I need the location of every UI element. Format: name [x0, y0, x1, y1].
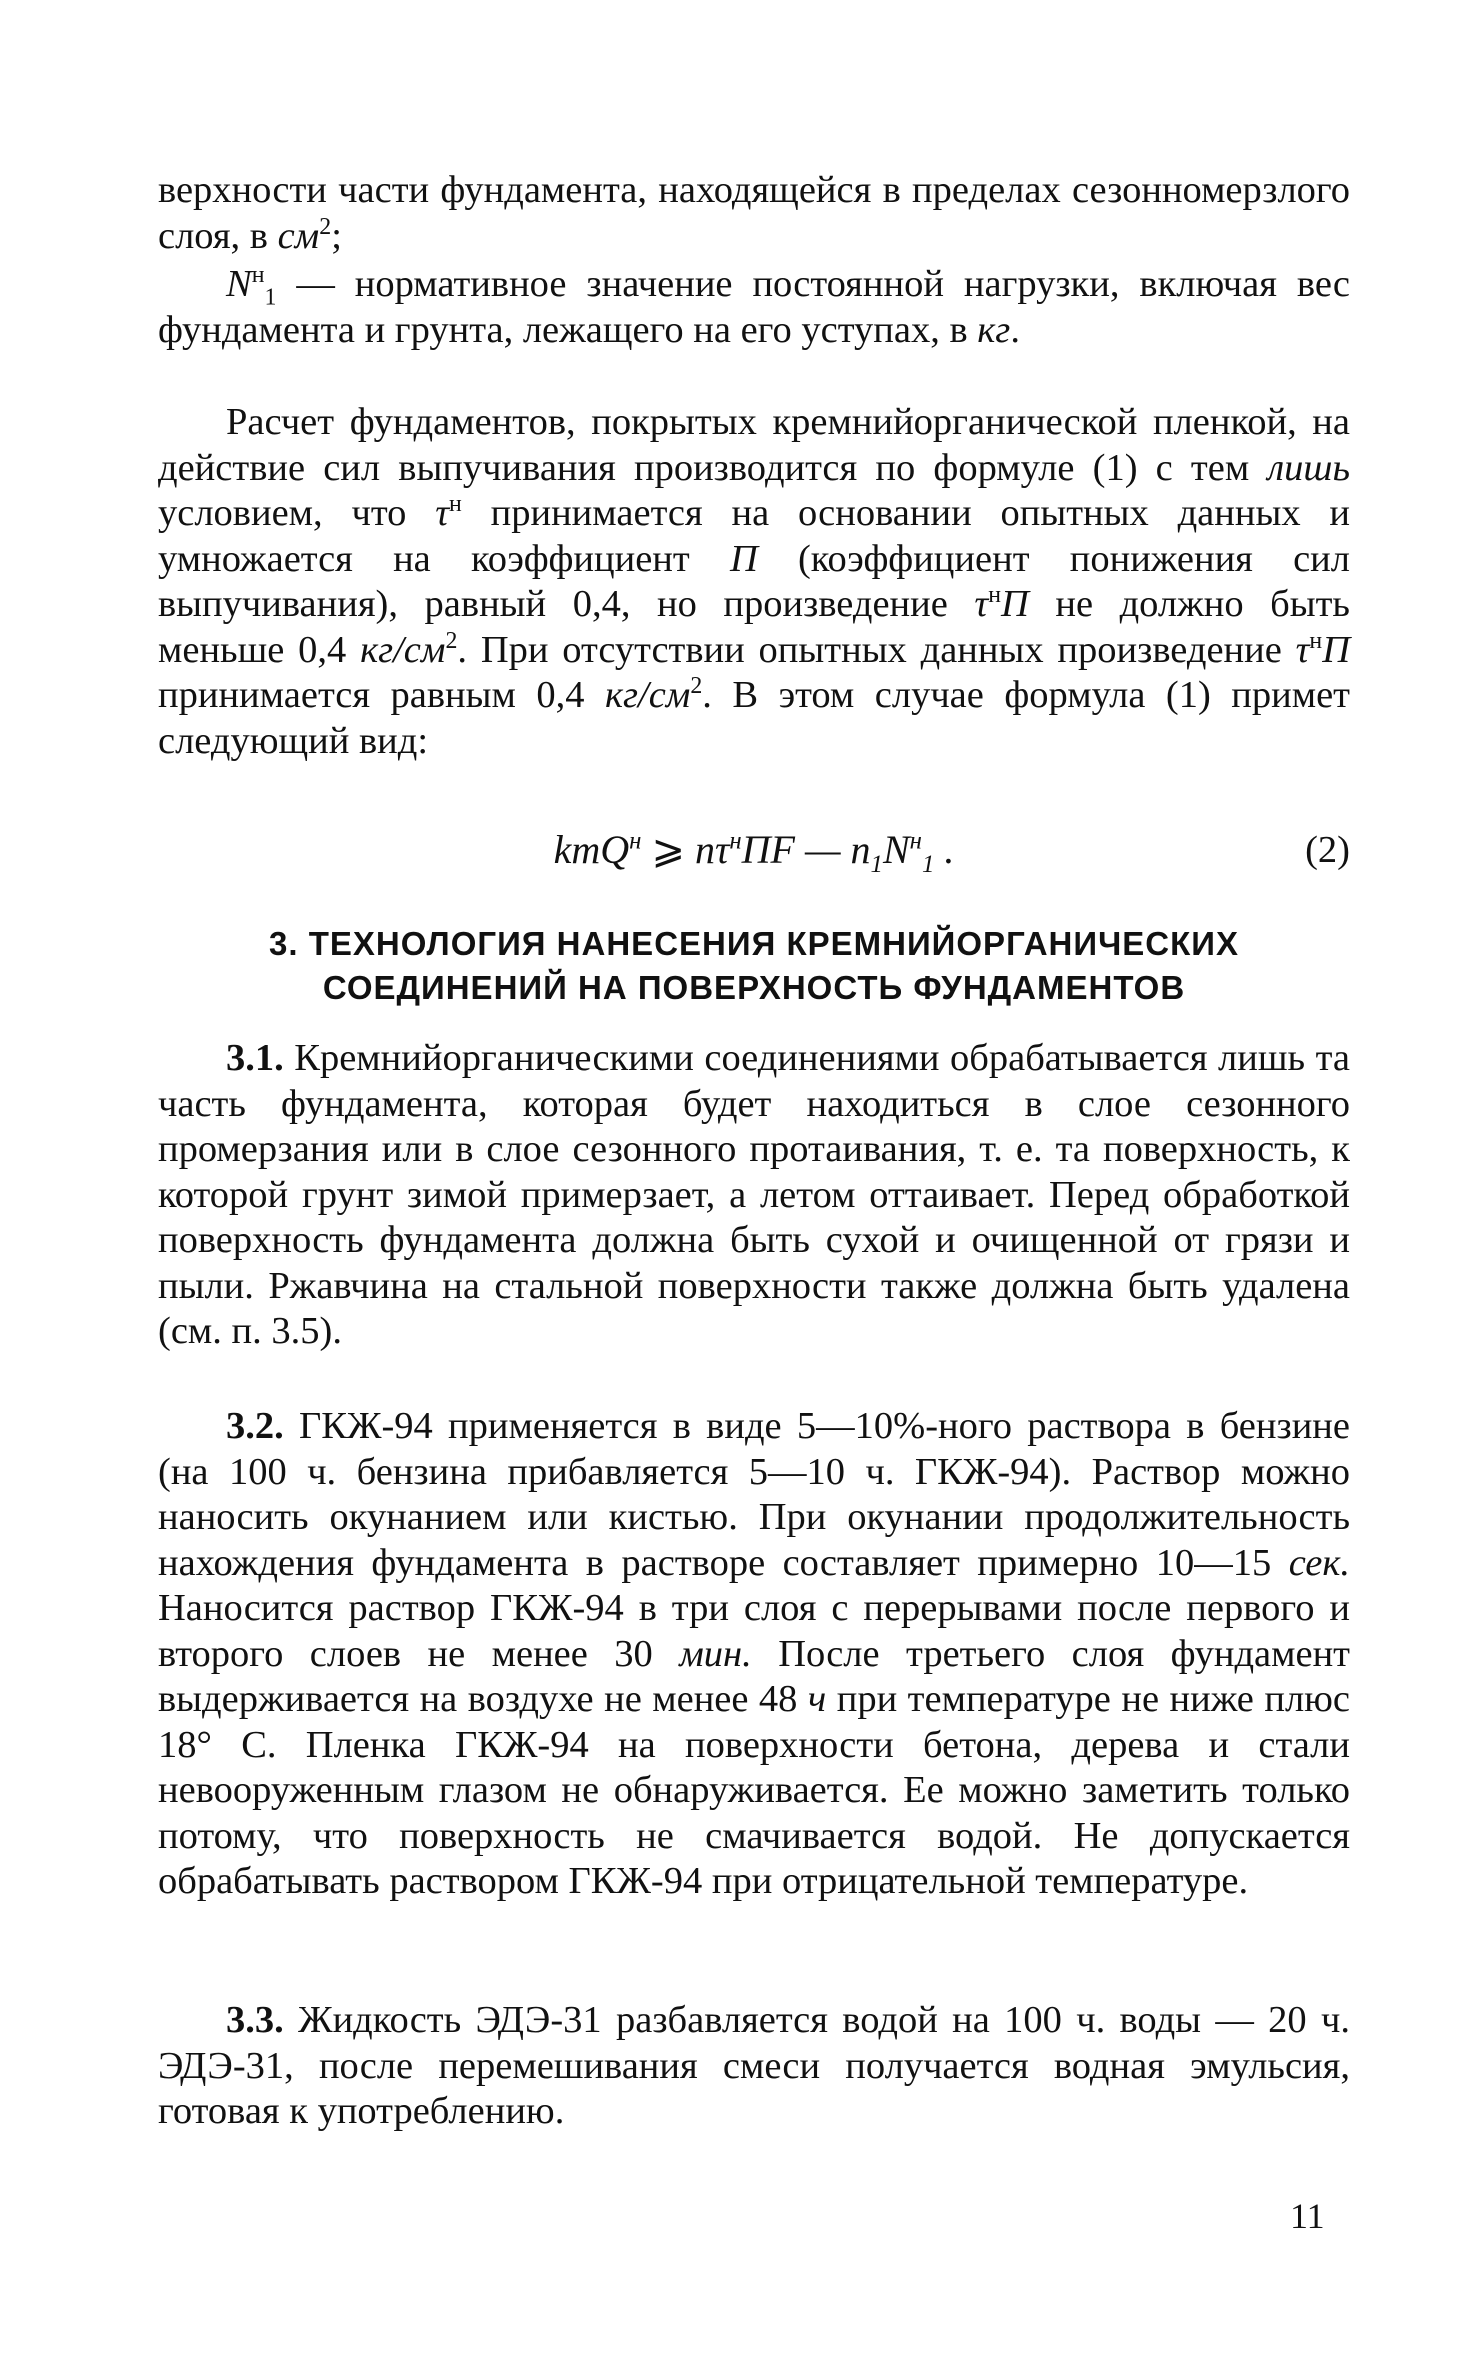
heading-line-2: СОЕДИНЕНИЙ НА ПОВЕРХНОСТЬ ФУНДАМЕНТОВ [322, 969, 1186, 1006]
formula-number: (2) [1305, 829, 1350, 871]
section-3-3: 3.3. Жидкость ЭДЭ-31 разбавляется водой на 100 ч. воды — 20 ч. ЭДЭ-31, после перемешивания смеси получается водная эмульсия, готовая к употреблению. [158, 1999, 1350, 2132]
heading-line-1: 3. ТЕХНОЛОГИЯ НАНЕСЕНИЯ КРЕМНИЙОРГАНИЧЕСКИХ [269, 925, 1239, 962]
paragraph-calculation: Расчет фундаментов, покрытых кремнийорганической пленкой, на действие сил выпучивания производится по формуле (1) с тем лишь условием, что $\tau^н$ принимается на основании опытных данных и умножается на коэффициент П (коэффициент понижения сил выпучивания), равный 0,4, но произведение $\tau^нП$ не должно быть меньше 0,4 $кг/см^2$. При отсутствии опытных данных произведение $\tau^нП$ принимается равным 0,4 $кг/см^2$. В этом случае формула (1) примет следующий вид: [158, 401, 1351, 762]
definition-n1: $N^н_1$ — нормативное значение постоянной нагрузки, включая вес фундамента и грунта, лежащего на его уступах, в кг. [158, 262, 1350, 351]
formula-expression: kmQ$^н$ ⩾ $n\tau^нПF$ — $n_1N^н_1$ . [553, 827, 955, 878]
section-heading [158, 922, 1350, 1010]
section-3-2: 3.2. ГКЖ-94 применяется в виде 5—10%-ного раствора в бензине (на 100 ч. бензина прибавляется 5—10 ч. ГКЖ-94). Раствор можно наносить окунанием или кистью. При окунании продолжительность нахождения фундамента в растворе составляет примерно 10—15 сек. Наносится раствор ГКЖ-94 в три слоя с перерывами после первого и второго слоев не менее 30 мин. После третьего слоя фундамент выдерживается на воздухе не менее 48 ч при температуре не ниже плюс 18° С. Пленка ГКЖ-94 на поверхности бетона, дерева и стали невооруженным глазом не обнаруживается. Ее можно заметить только потому, что поверхность не смачивается водой. Не допускается обрабатывать раствором ГКЖ-94 при отрицательной температуре. [158, 1405, 1351, 1902]
paragraph-continuation: верхности части фундамента, находящейся в пределах сезонномерзлого слоя, в $см^2$; [158, 169, 1350, 257]
section-3-1: 3.1. Кремнийорганическими соединениями обрабатывается лишь та часть фундамента, которая будет находиться в слое сезонного промерзания или в слое сезонного протаивания, т. е. та поверхность, к которой грунт зимой примерзает, а летом оттаивает. Перед обработкой поверхность фундамента должна быть сухой и очищенной от грязи и пыли. Ржавчина на стальной поверхности также должна быть удалена (см. п. 3.5). [158, 1037, 1350, 1352]
formula-2 [158, 826, 1350, 878]
page-number: 11 [1290, 2196, 1325, 2236]
